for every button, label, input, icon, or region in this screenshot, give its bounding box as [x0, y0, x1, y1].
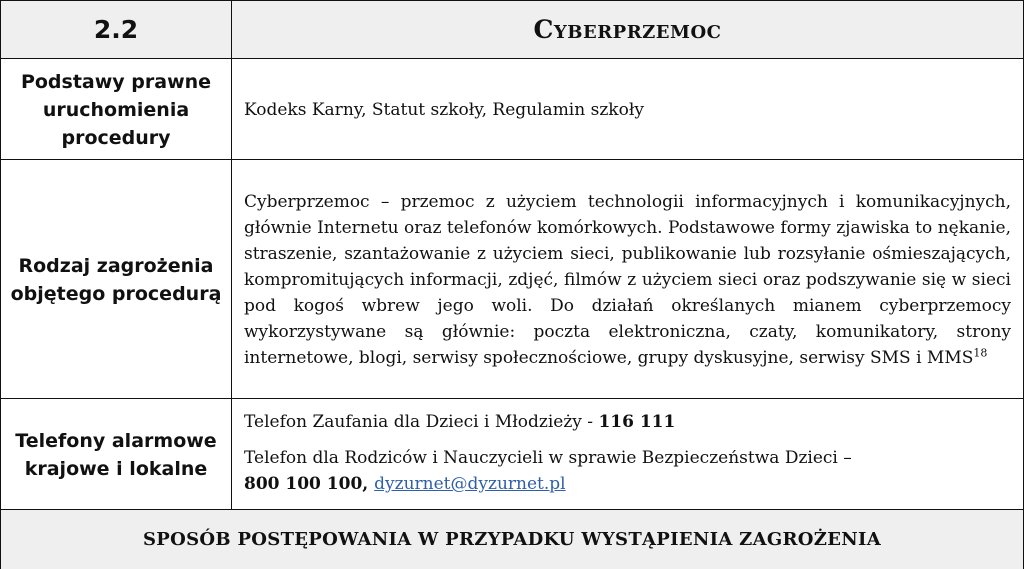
phone-line-youth — [244, 409, 852, 435]
legal-basis-value-cell — [232, 59, 1023, 160]
threat-type-row — [1, 159, 1023, 399]
emergency-phones-label: Telefony alarmowe krajowe i lokalne — [15, 429, 217, 480]
threat-type-label-cell — [1, 160, 232, 399]
threat-type-label: Rodzaj zagrożenia objętego procedurą — [10, 254, 222, 305]
procedure-title: Cyberprzemoc — [533, 15, 722, 44]
procedure-number-cell — [1, 1, 232, 58]
emergency-phones-label-cell — [1, 399, 232, 510]
phone-youth-label: Telefon Zaufania dla Dzieci i Młodzieży - — [244, 412, 599, 432]
phone-parents-label: Telefon dla Rodziców i Nauczycieli w sprawie Bezpieczeństwa Dzieci – — [244, 448, 852, 468]
emergency-phones-list — [232, 399, 864, 497]
legal-basis-label-cell — [1, 59, 232, 160]
phone-line-parents-number — [244, 471, 852, 497]
phone-parents-number: 800 100 100 — [244, 474, 363, 494]
emergency-phones-value-cell — [232, 399, 1023, 510]
emergency-phones-row — [1, 398, 1023, 510]
footnote-ref: 18 — [973, 345, 988, 359]
header-row — [1, 1, 1023, 58]
threat-type-description — [232, 189, 1023, 371]
legal-basis-text: Kodeks Karny, Statut szkoły, Regulamin szkoły — [244, 99, 644, 120]
footer-cell — [1, 510, 1023, 569]
phone-separator: , — [362, 474, 375, 494]
footer-row — [1, 509, 1023, 569]
procedure-number: 2.2 — [93, 15, 139, 44]
footer-title: SPOSÓB POSTĘPOWANIA W PRZYPADKU WYSTĄPIENIA ZAGROŻENIA — [142, 529, 881, 550]
phone-line-parents — [244, 445, 852, 471]
legal-basis-row — [1, 58, 1023, 160]
phone-youth-number: 116 111 — [598, 412, 676, 432]
threat-type-value-cell — [232, 160, 1023, 399]
threat-type-text: Cyberprzemoc – przemoc z użyciem technologii informacyjnych i komunikacyjnych, głównie Internetu oraz telefonów komórkowych. Podstawowe formy zjawiska to nękanie, straszenie, szantażowanie z użyciem sieci, publikowanie lub rozsyłanie ośmieszających, kompromitujących informacji, zdjęć, filmów z użyciem sieci oraz podszywanie się w sieci pod kogoś wbrew jego woli. Do działań określanych mianem cyberprzemocy wykorzystywane są głównie: poczta elektroniczna, czaty, komunikatory, strony internetowe, blogi, serwisy społecznościowe, grupy dyskusyjne, serwisy SMS i MMS — [244, 191, 1011, 368]
legal-basis-label: Podstawy prawne uruchomienia procedury — [20, 70, 212, 149]
email-link[interactable]: dyzurnet@dyzurnet.pl — [374, 474, 566, 494]
procedure-title-cell — [232, 1, 1023, 58]
